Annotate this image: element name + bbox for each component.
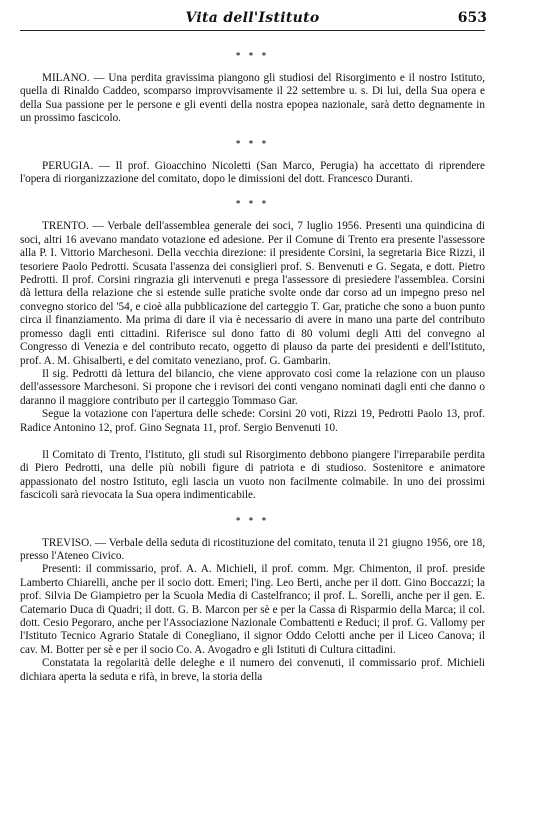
running-title: Vita dell'Istituto [185, 10, 320, 26]
section-separator: * * * [235, 50, 270, 60]
section-treviso-paragraph: TREVISO. — Verbale della seduta di ricostituzione del comitato, tenuta il 21 giugno 1956, ore 18, presso l'Ateneo Civico. [20, 536, 485, 562]
section-treviso-paragraph: Constatata la regolarità delle deleghe e il numero dei convenuti, il commissario prof. Michieli dichiara aperta la seduta e rifà, in breve, la storia della [20, 657, 485, 683]
section-separator: * * * [235, 514, 270, 525]
section-trento-obituary: Il Comitato di Trento, l'Istituto, gli studi sul Risorgimento debbono piangere l'irreparabile perdita di Piero Pedrotti, una delle più nobili figure di patriota e di studioso. Sostenitore e animatore appassionato del nostro Istituto, egli lascia un vuoto non facilmente colmabile. In uno dei prossimi fascicoli sarà rievocata la Sua opera indimenticabile. [20, 448, 485, 502]
section-trento-paragraph: TRENTO. — Verbale dell'assemblea generale dei soci, 7 luglio 1956. Presenti una quindicina di soci, altri 16 avevano mandato votazione ed adesione. Per il Comune di Trento era presente l'assessore alla P. I. Vittorio Marchesoni. Della vecchia direzione: il presidente Corsini, la segretaria Bice Rizzi, il tesoriere Paolo Pedrotti. Scusata l'assenza dei consiglieri prof. S. Benvenuti e G. Segata, e dott. Pietro Pedrotti. Il prof. Corsini ringrazia gli intervenuti e prega l'assessore di presiedere l'assemblea. Corsini dà lettura della relazione che si estende sulle pratiche svolte onde dar corso ad un impegno preso nel convegno storico del '54, e cioè alla pubblicazione del carteggio T. Gar, pratiche che sono a buon punto circa il finanziamento. Ma prima di dare il via è necessario di avere in mano una parte del contributo promesso dagli enti cittadini. Riferisce sul dono fatto di 80 volumi degli Atti del convegno al Congresso di Venezia e del contributo recato, oggetto di plauso da parte dei presidenti e dell'Istituto, prof. A. M. Ghisalberti, e del comitato veneziano, prof. G. Gambarin. [20, 220, 485, 367]
section-perugia: PERUGIA. — Il prof. Gioacchino Nicoletti (San Marco, Perugia) ha accettato di riprendere l'opera di riorganizzazione del comitato, dopo le dimissioni del dott. Francesco Duranti. [20, 159, 485, 186]
section-milano: MILANO. — Una perdita gravissima piangono gli studiosi del Risorgimento e il nostro Istituto, quella di Rinaldo Caddeo, scomparso improvvisamente il 22 settembre u. s. Di lui, della Sua opera e della Sua passione per le persone e gli eventi della nostra epopea nazionale, sarà detto degnamente in un prossimo fascicolo. [20, 72, 485, 125]
section-separator: * * * [235, 198, 270, 209]
section-separator: * * * [235, 137, 270, 148]
document-page [20, 8, 485, 684]
section-treviso-paragraph: Presenti: il commissario, prof. A. A. Michieli, il prof. comm. Mgr. Chimenton, il prof. preside Lamberto Chiarelli, anche per il socio dott. Emeri; l'ing. Leo Berti, anche per il dott. Gino Boccazzi; la prof. Silvia De Giampietro per la Scuola Media di Castelfranco; il prof. L. Sorelli, anche per il gen. E. Catemario Duca di Quadri; il dott. G. B. Marcon per sè e per la Cassa di Risparmio della Marca; il col. dott. Cesio Pegoraro, anche per l'Associazione Nazionale Combattenti e Reduci; il prof. G. Vallomy per l'Istituto Tecnico Agrario Statale di Conegliano, il signor Oddo Celotti anche per il Liceo Canova; il cav. M. Botter per sè e per il socio Co. A. Avogadro e gli Istituti di Cultura cittadini. [20, 563, 485, 656]
page-number: 653 [457, 10, 487, 26]
section-trento-paragraph: Il sig. Pedrotti dà lettura del bilancio, che viene approvato così come la relazione con un plauso dell'assessore Marchesoni. Si propone che i revisori dei conti vengano nominati dagli enti che danno o daranno il maggiore contributo per il carteggio Tommaso Gar. [20, 367, 485, 407]
page-header [20, 8, 485, 31]
section-trento-paragraph: Segue la votazione con l'apertura delle schede: Corsini 20 voti, Rizzi 19, Pedrotti Paolo 13, prof. Radice Antonino 12, prof. Gino Segnata 11, prof. Sergio Benvenuti 10. [20, 408, 485, 434]
